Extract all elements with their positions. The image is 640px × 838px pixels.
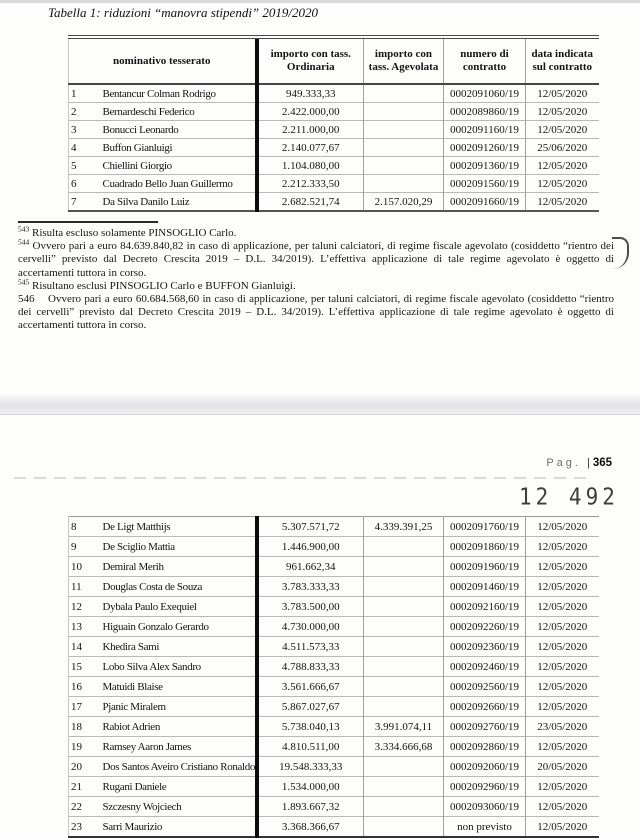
cell-name: Lobo Silva Alex Sandro	[102, 660, 201, 673]
cell-name: Pjanic Miralem	[102, 700, 166, 713]
table-row	[69, 577, 599, 597]
cell-name: Bonucci Leonardo	[102, 123, 179, 136]
cell-name: Bernardeschi Federico	[102, 105, 195, 118]
cell-n: 20	[69, 757, 101, 777]
cell-name: Douglas Costa de Souza	[102, 580, 203, 593]
footnotes	[18, 224, 614, 333]
table-row	[69, 737, 599, 757]
cell-numero: 0002091660/19	[444, 193, 526, 212]
cell-data: 12/05/2020	[526, 617, 599, 637]
table-row	[69, 103, 599, 121]
cell-data: 25/06/2020	[526, 139, 599, 157]
cell-agevolata	[364, 175, 444, 193]
cell-data: 20/05/2020	[526, 757, 599, 777]
table-row	[69, 657, 599, 677]
cell-numero: 0002091260/19	[444, 139, 526, 157]
salary-table-page2	[68, 516, 599, 838]
table-header	[69, 37, 599, 84]
cell-name: Cuadrado Bello Juan Guillermo	[102, 177, 233, 190]
cell-ordinaria: 4.730.000,00	[257, 617, 364, 637]
cell-n: 9	[69, 537, 101, 557]
cell-data: 12/05/2020	[526, 517, 599, 537]
cell-agevolata	[364, 777, 444, 797]
cell-agevolata: 3.334.666,68	[364, 737, 444, 757]
cell-ordinaria: 949.333,33	[257, 84, 364, 103]
footnote-marker: 544	[18, 237, 30, 247]
cell-name: Matuidi Blaise	[102, 680, 163, 693]
cell-n: 22	[69, 797, 101, 817]
table-row	[69, 193, 599, 212]
cell-agevolata	[364, 121, 444, 139]
cell-data: 12/05/2020	[526, 697, 599, 717]
cell-numero: 0002092160/19	[444, 597, 526, 617]
page-label: Pag.	[546, 457, 581, 469]
numeric-stamp: 12 492	[519, 483, 619, 510]
cell-n: 5	[69, 157, 101, 175]
footnote-separator	[18, 221, 158, 223]
cell-n: 10	[69, 557, 101, 577]
cell-ordinaria: 4.788.833,33	[257, 657, 364, 677]
cell-agevolata	[364, 597, 444, 617]
page-number: 365	[592, 457, 612, 469]
footnote-text: Ovvero pari a euro 84.639.840,82 in caso di applicazione, per taluni calciatori, di regime fiscale agevolato (cosiddetto “rientro dei cervelli” previsto dal Decreto Crescita 2019 – D.L. 34/2019). L’effettiva applicazione di tale regime agevolato è oggetto di accertamenti tuttora in corso.	[18, 240, 614, 279]
table-row	[69, 717, 599, 737]
table-row	[69, 757, 599, 777]
cell-numero: 0002092460/19	[444, 657, 526, 677]
cell-agevolata	[364, 139, 444, 157]
header-nominativo: nominativo tesserato	[69, 37, 257, 84]
cell-ordinaria: 3.561.666,67	[257, 677, 364, 697]
page-top-edge	[0, 0, 640, 3]
cell-name: Khedira Sami	[102, 640, 160, 653]
cell-numero: 0002091860/19	[444, 537, 526, 557]
cell-n: 2	[69, 103, 101, 121]
table-row	[69, 597, 599, 617]
cell-n: 15	[69, 657, 101, 677]
cell-n: 16	[69, 677, 101, 697]
cell-ordinaria: 1.104.080,00	[257, 157, 364, 175]
header-importo-ordinaria	[257, 37, 364, 84]
page-separator: |	[586, 457, 590, 469]
page-number-line	[546, 457, 612, 469]
cell-ordinaria: 4.511.573,33	[257, 637, 364, 657]
header-line: data indicata	[531, 48, 593, 60]
footnote-marker: 546	[18, 293, 35, 306]
cell-data: 12/05/2020	[526, 657, 599, 677]
cell-numero: 0002091560/19	[444, 175, 526, 193]
cell-data: 12/05/2020	[526, 537, 599, 557]
cell-agevolata	[364, 637, 444, 657]
footnote-text: Risultano esclusi PINSOGLIO Carlo e BUFFON Gianluigi.	[32, 279, 296, 292]
cell-ordinaria: 1.446.900,00	[257, 537, 364, 557]
cell-data: 12/05/2020	[526, 175, 599, 193]
table-row	[69, 617, 599, 637]
cell-agevolata: 2.157.020,29	[364, 193, 444, 212]
cell-name: Da Silva Danilo Luiz	[102, 195, 190, 208]
table-row	[69, 817, 599, 838]
header-data-contratto	[526, 37, 599, 84]
cell-n: 18	[69, 717, 101, 737]
header-line: importo con tass.	[270, 48, 351, 60]
cell-numero: 0002091360/19	[444, 157, 526, 175]
cell-n: 8	[69, 517, 101, 537]
cell-n: 6	[69, 175, 101, 193]
table-row	[69, 797, 599, 817]
cell-numero: 0002091060/19	[444, 84, 526, 103]
cell-agevolata	[364, 577, 444, 597]
cell-ordinaria: 19.548.333,33	[257, 757, 364, 777]
cell-data: 12/05/2020	[526, 597, 599, 617]
cell-numero: 0002092860/19	[444, 737, 526, 757]
cell-data: 12/05/2020	[526, 777, 599, 797]
cell-name: Sarri Maurizio	[102, 820, 163, 833]
cell-n: 3	[69, 121, 101, 139]
header-line: sul contratto	[532, 61, 593, 73]
cell-n: 4	[69, 139, 101, 157]
cell-name: Buffon Gianluigi	[102, 141, 173, 154]
cell-numero: 0002092260/19	[444, 617, 526, 637]
handwritten-bracket-mark	[612, 237, 629, 269]
cell-name: Demiral Merih	[102, 560, 164, 573]
cell-name: Dos Santos Aveiro Cristiano Ronaldo	[102, 760, 256, 773]
table-row	[69, 139, 599, 157]
table-row	[69, 121, 599, 139]
cell-ordinaria: 961.662,34	[257, 557, 364, 577]
cell-data: 12/05/2020	[526, 817, 599, 838]
header-importo-agevolata	[364, 37, 444, 84]
footnote-543	[18, 224, 614, 240]
footnote-544	[18, 237, 614, 280]
table-row	[69, 157, 599, 175]
cell-data: 12/05/2020	[526, 677, 599, 697]
table-body-page2	[69, 517, 599, 838]
cell-numero: 0002091960/19	[444, 557, 526, 577]
cell-data: 12/05/2020	[526, 577, 599, 597]
header-numero-contratto	[444, 37, 526, 84]
cell-numero: 0002091460/19	[444, 577, 526, 597]
cell-n: 13	[69, 617, 101, 637]
cell-data: 12/05/2020	[526, 557, 599, 577]
cell-name: Rugani Daniele	[102, 780, 167, 793]
cell-agevolata	[364, 157, 444, 175]
footnote-text: Ovvero pari a euro 60.684.568,60 in caso di applicazione, per taluni calciatori, di regime fiscale agevolato (cosiddetto “rientro dei cervelli” previsto dal Decreto Crescita 2019 – D.L. 34/2019). L’effettiva applicazione di tale regime agevolato è oggetto di accertamenti tuttora in corso.	[18, 293, 614, 332]
cell-numero: 0002091160/19	[444, 121, 526, 139]
cell-data: 12/05/2020	[526, 797, 599, 817]
cell-data: 12/05/2020	[526, 637, 599, 657]
cell-data: 12/05/2020	[526, 193, 599, 212]
table-row	[69, 84, 599, 103]
cell-agevolata	[364, 537, 444, 557]
table-row	[69, 777, 599, 797]
cell-numero: 0002092060/19	[444, 757, 526, 777]
cell-agevolata: 3.991.074,11	[364, 717, 444, 737]
cell-n: 1	[69, 84, 101, 103]
cell-ordinaria: 3.783.333,33	[257, 577, 364, 597]
table-row	[69, 517, 599, 537]
cell-n: 12	[69, 597, 101, 617]
header-line: tass. Agevolata	[368, 61, 439, 73]
cell-ordinaria: 3.368.366,67	[257, 817, 364, 838]
footnote-text: Risulta escluso solamente PINSOGLIO Carlo.	[32, 227, 237, 239]
cell-name: Ramsey Aaron James	[102, 740, 191, 753]
cell-n: 14	[69, 637, 101, 657]
cell-ordinaria: 2.212.333,50	[257, 175, 364, 193]
header-line: Ordinaria	[286, 61, 335, 73]
cell-ordinaria: 2.211.000,00	[257, 121, 364, 139]
cell-n: 21	[69, 777, 101, 797]
cell-data: 12/05/2020	[526, 737, 599, 757]
cell-ordinaria: 5.307.571,72	[257, 517, 364, 537]
cell-agevolata: 4.339.391,25	[364, 517, 444, 537]
table-body-page1	[69, 84, 599, 211]
cell-agevolata	[364, 557, 444, 577]
cell-agevolata	[364, 657, 444, 677]
cell-agevolata	[364, 617, 444, 637]
cell-name: Szczesny Wojciech	[102, 800, 182, 813]
cell-data: 12/05/2020	[526, 157, 599, 175]
cell-name: Higuain Gonzalo Gerardo	[102, 620, 209, 633]
table-row	[69, 537, 599, 557]
cell-data: 12/05/2020	[526, 103, 599, 121]
cell-numero: 0002092560/19	[444, 677, 526, 697]
salary-table-page1	[68, 35, 599, 212]
cell-ordinaria: 1.534.000,00	[257, 777, 364, 797]
cell-agevolata	[364, 677, 444, 697]
cell-ordinaria: 3.783.500,00	[257, 597, 364, 617]
faint-dotted-rule	[14, 477, 590, 479]
cell-agevolata	[364, 817, 444, 838]
table-caption: Tabella 1: riduzioni “manovra stipendi” 2019/2020	[48, 5, 319, 20]
cell-ordinaria: 2.140.077,67	[257, 139, 364, 157]
cell-name: Rabiot Adrien	[102, 720, 160, 733]
header-line: importo con	[374, 48, 433, 60]
cell-n: 19	[69, 737, 101, 757]
cell-agevolata	[364, 103, 444, 121]
footnote-545	[18, 277, 614, 293]
cell-name: Bentancur Colman Rodrigo	[102, 87, 216, 100]
cell-agevolata	[364, 697, 444, 717]
header-line: contratto	[462, 61, 507, 73]
cell-data: 23/05/2020	[526, 717, 599, 737]
table-row	[69, 637, 599, 657]
page-break-band	[0, 394, 640, 415]
cell-numero: 0002092360/19	[444, 637, 526, 657]
cell-n: 7	[69, 193, 101, 212]
cell-ordinaria: 5.738.040,13	[257, 717, 364, 737]
footnote-marker: 545	[18, 277, 30, 287]
cell-name: Chiellini Giorgio	[102, 159, 172, 172]
cell-ordinaria: 5.867.027,67	[257, 697, 364, 717]
cell-name: Dybala Paulo Exequiel	[102, 600, 197, 613]
cell-agevolata	[364, 757, 444, 777]
cell-agevolata	[364, 84, 444, 103]
footnote-546	[18, 293, 614, 333]
cell-data: 12/05/2020	[526, 84, 599, 103]
cell-n: 23	[69, 817, 101, 838]
cell-numero: non previsto	[444, 817, 526, 838]
cell-name: De Ligt Matthijs	[102, 520, 171, 533]
cell-numero: 0002092660/19	[444, 697, 526, 717]
cell-numero: 0002093060/19	[444, 797, 526, 817]
cell-ordinaria: 2.682.521,74	[257, 193, 364, 212]
cell-numero: 0002089860/19	[444, 103, 526, 121]
cell-name: De Sciglio Mattia	[102, 540, 175, 553]
header-line: numero di	[460, 48, 509, 60]
cell-ordinaria: 1.893.667,32	[257, 797, 364, 817]
table-row	[69, 175, 599, 193]
cell-numero: 0002092760/19	[444, 717, 526, 737]
cell-numero: 0002092960/19	[444, 777, 526, 797]
cell-data: 12/05/2020	[526, 121, 599, 139]
footnote-marker: 543	[18, 224, 30, 234]
cell-numero: 0002091760/19	[444, 517, 526, 537]
table-row	[69, 697, 599, 717]
table-row	[69, 557, 599, 577]
table-row	[69, 677, 599, 697]
cell-n: 17	[69, 697, 101, 717]
cell-agevolata	[364, 797, 444, 817]
cell-ordinaria: 4.810.511,00	[257, 737, 364, 757]
cell-n: 11	[69, 577, 101, 597]
cell-ordinaria: 2.422.000,00	[257, 103, 364, 121]
